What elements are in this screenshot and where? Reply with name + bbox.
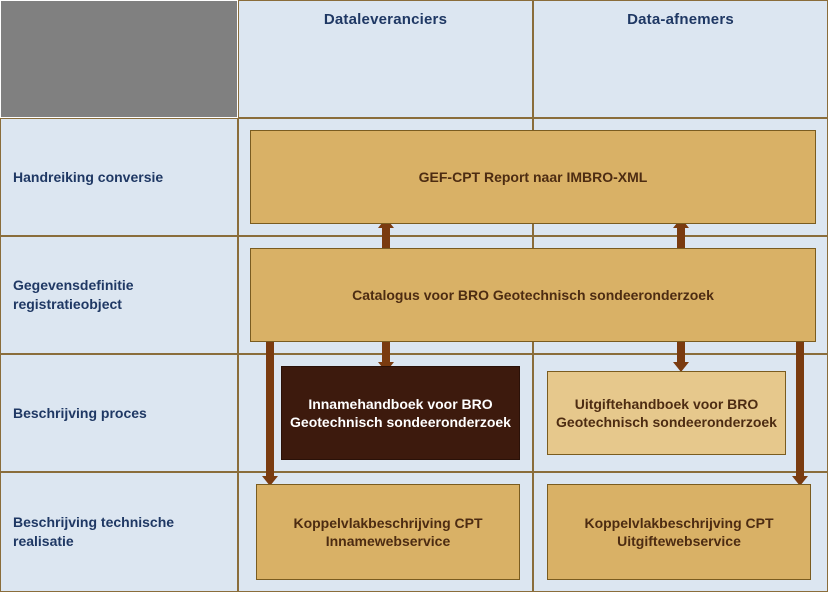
box-catalogus-bro-geotechnisch-sondeeronderzoek[interactable] bbox=[250, 248, 816, 342]
box-label: Uitgiftehandboek voor BRO Geotechnisch sondeeronderzoek bbox=[556, 395, 777, 430]
row-label-text: Beschrijving proces bbox=[13, 404, 147, 421]
box-uitgiftehandboek[interactable] bbox=[547, 371, 786, 455]
box-gef-cpt-report-naar-imbro-xml[interactable] bbox=[250, 130, 816, 224]
row-label-text: Handreiking conversie bbox=[13, 168, 164, 185]
arrow-catalogus-to-conversie-shaft bbox=[382, 226, 390, 250]
column-header-data-afnemers bbox=[533, 0, 828, 118]
box-label: Innamehandboek voor BRO Geotechnisch sondeeronderzoek bbox=[290, 395, 511, 430]
row-label-handreiking-conversie bbox=[0, 118, 238, 236]
row-label-beschrijving-proces bbox=[0, 354, 238, 472]
box-innamehandboek[interactable] bbox=[281, 366, 520, 460]
row-label-beschrijving-technische-realisatie bbox=[0, 472, 238, 592]
box-label: Koppelvlakbeschrijving CPT Innamewebservice bbox=[293, 514, 483, 549]
box-label: GEF-CPT Report naar IMBRO-XML bbox=[418, 168, 648, 185]
arrow-catalogus-to-innamewebservice-shaft bbox=[266, 340, 274, 478]
box-koppelvlakbeschrijving-cpt-uitgiftewebservice[interactable] bbox=[547, 484, 811, 580]
arrow-catalogus-to-uitgiftewebservice-shaft bbox=[796, 340, 804, 478]
box-label: Catalogus voor BRO Geotechnisch sondeeronderzoek bbox=[352, 286, 714, 303]
row-label-text: Beschrijving technische realisatie bbox=[13, 514, 175, 549]
corner-cell bbox=[0, 0, 238, 118]
arrow-catalogus-to-conversie-right-shaft bbox=[677, 226, 685, 250]
arrow-catalogus-to-uitgiftehandboek-shaft bbox=[677, 340, 685, 364]
arrow-catalogus-to-innamehandboek-shaft bbox=[382, 340, 390, 364]
column-header-label: Data-afnemers bbox=[627, 11, 734, 28]
column-header-label: Dataleveranciers bbox=[323, 11, 448, 28]
box-label: Koppelvlakbeschrijving CPT Uitgiftewebservice bbox=[584, 514, 774, 549]
row-label-gegevensdefinitie-registratieobject bbox=[0, 236, 238, 354]
column-header-dataleveranciers bbox=[238, 0, 533, 118]
box-koppelvlakbeschrijving-cpt-innamewebservice[interactable] bbox=[256, 484, 520, 580]
row-label-text: Gegevensdefinitie registratieobject bbox=[13, 277, 134, 312]
